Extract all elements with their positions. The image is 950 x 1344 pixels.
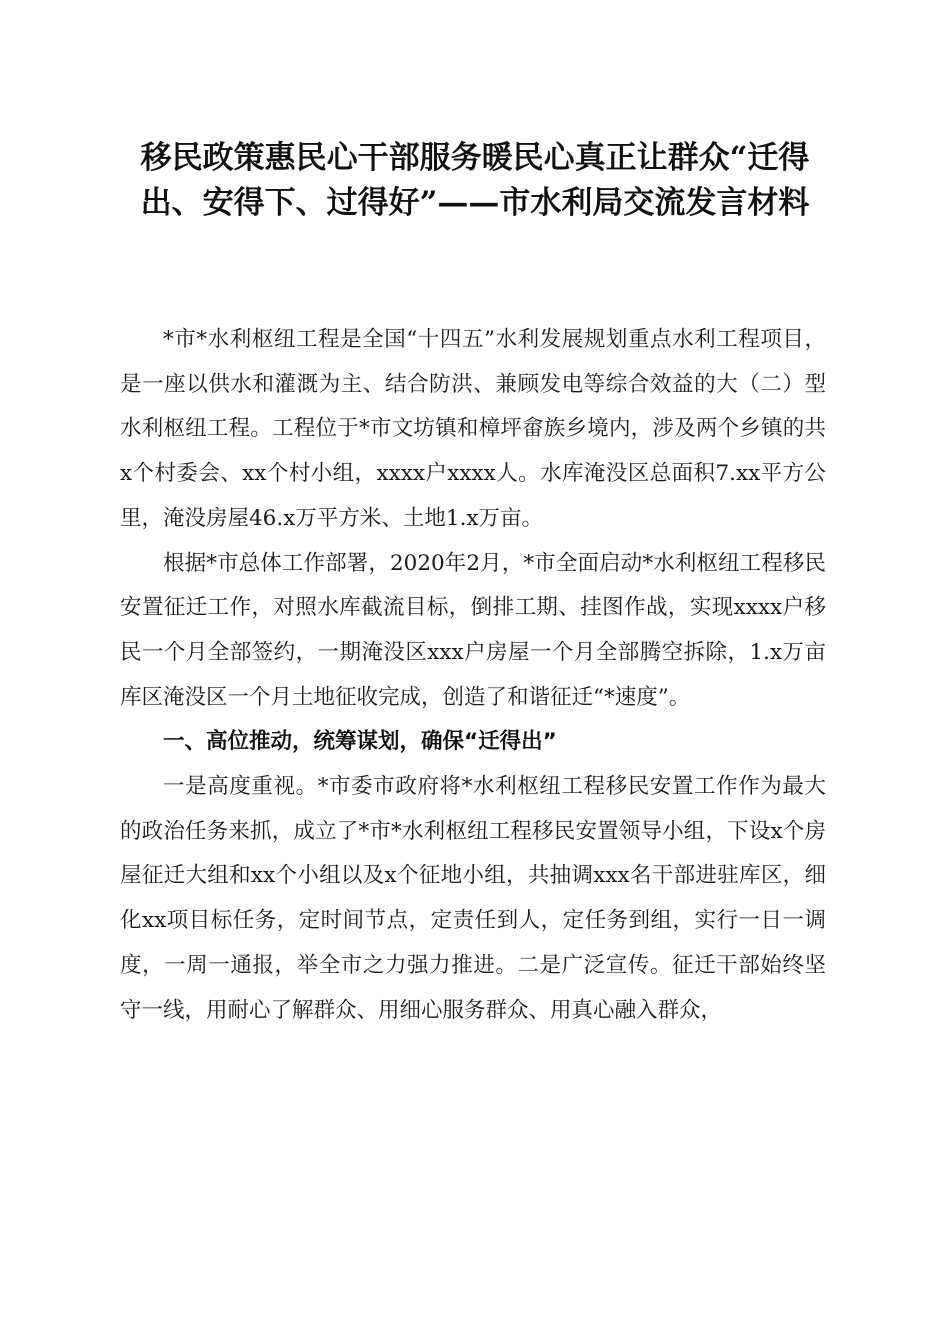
paragraph-deployment: 根据*市总体工作部署，2020年2月，*市全面启动*水利枢纽工程移民安置征迁工作，对照水库截流目标，倒排工期、挂图作战，实现xxxx户移民一个月全部签约，一期淹没区xxx户房屋一个月全部腾空拆除，1.x万亩库区淹没区一个月土地征收完成，创造了和谐征迁“*速度”。 xyxy=(120,550,826,710)
section-paragraph: 一是高度重视。*市委市政府将*水利枢纽工程移民安置工作作为最大的政治任务来抓，成立了*市*水利枢纽工程移民安置领导小组，下设x个房屋征迁大组和xx个小组以及x个征地小组，共抽调xxx名干部进驻库区，细化xx项目标任务，定时间节点，定责任到人，定任务到组，实行一日一调度，一周一通报，举全市之力强力推进。二是广泛宣传。征迁干部始终坚守一线，用耐心了解群众、用细心服务群众、用真心融入群众， xyxy=(120,774,826,1023)
document-title: 移民政策惠民心干部服务暖民心真正让群众“迁得出、安得下、过得好”——市水利局交流发言材料 xyxy=(140,140,810,221)
paragraph-intro: *市*水利枢纽工程是全国“十四五”水利发展规划重点水利工程项目，是一座以供水和灌溉为主、结合防洪、兼顾发电等综合效益的大（二）型水利枢纽工程。工程位于*市文坊镇和樟坪畲族乡境内，涉及两个乡镇的共x个村委会、xx个村小组，xxxx户xxxx人。水库淹没区总面积7.xx平方公里，淹没房屋46.x万平方米、土地1.x万亩。 xyxy=(120,327,826,531)
document-body xyxy=(120,318,826,1033)
section-heading: 一、高位推动，统筹谋划，确保“迁得出” xyxy=(163,729,557,755)
